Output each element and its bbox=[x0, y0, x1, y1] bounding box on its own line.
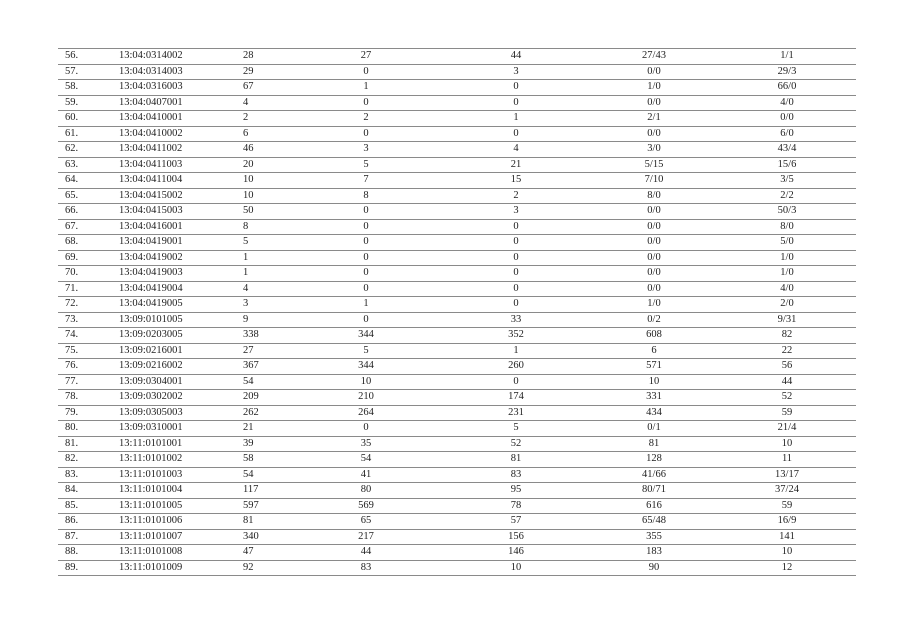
cell-record-id: 13:09:0310001 bbox=[105, 421, 215, 437]
cell-ratio-e: 141 bbox=[718, 529, 856, 545]
cell-ratio-d: 90 bbox=[590, 560, 718, 576]
table-row bbox=[58, 142, 856, 158]
cell-ratio-e: 1/0 bbox=[718, 266, 856, 282]
cell-row-number: 61. bbox=[58, 126, 105, 142]
cell-row-number: 80. bbox=[58, 421, 105, 437]
cell-value-b: 83 bbox=[290, 560, 442, 576]
cell-record-id: 13:04:0416001 bbox=[105, 219, 215, 235]
cell-value-b: 217 bbox=[290, 529, 442, 545]
cell-row-number: 65. bbox=[58, 188, 105, 204]
cell-ratio-e: 2/2 bbox=[718, 188, 856, 204]
table-row bbox=[58, 126, 856, 142]
cell-ratio-e: 1/1 bbox=[718, 49, 856, 65]
cell-record-id: 13:09:0305003 bbox=[105, 405, 215, 421]
cell-ratio-e: 29/3 bbox=[718, 64, 856, 80]
table-body bbox=[58, 49, 856, 576]
cell-ratio-e: 16/9 bbox=[718, 514, 856, 530]
cell-ratio-d: 1/0 bbox=[590, 80, 718, 96]
table-row bbox=[58, 545, 856, 561]
cell-value-a: 20 bbox=[215, 157, 290, 173]
cell-value-a: 21 bbox=[215, 421, 290, 437]
cell-ratio-d: 5/15 bbox=[590, 157, 718, 173]
cell-value-c: 44 bbox=[442, 49, 590, 65]
cell-row-number: 66. bbox=[58, 204, 105, 220]
cell-value-b: 0 bbox=[290, 64, 442, 80]
cell-record-id: 13:04:0410002 bbox=[105, 126, 215, 142]
cell-row-number: 71. bbox=[58, 281, 105, 297]
cell-value-b: 210 bbox=[290, 390, 442, 406]
table-row bbox=[58, 266, 856, 282]
table-row bbox=[58, 95, 856, 111]
cell-row-number: 69. bbox=[58, 250, 105, 266]
table-row bbox=[58, 483, 856, 499]
cell-record-id: 13:04:0314003 bbox=[105, 64, 215, 80]
cell-row-number: 62. bbox=[58, 142, 105, 158]
cell-value-a: 58 bbox=[215, 452, 290, 468]
cell-value-c: 146 bbox=[442, 545, 590, 561]
cell-ratio-d: 1/0 bbox=[590, 297, 718, 313]
table-row bbox=[58, 390, 856, 406]
table-row bbox=[58, 405, 856, 421]
cell-ratio-d: 2/1 bbox=[590, 111, 718, 127]
cell-value-b: 5 bbox=[290, 157, 442, 173]
cell-record-id: 13:04:0411002 bbox=[105, 142, 215, 158]
cell-ratio-d: 608 bbox=[590, 328, 718, 344]
table-row bbox=[58, 173, 856, 189]
table-row bbox=[58, 374, 856, 390]
cell-ratio-e: 6/0 bbox=[718, 126, 856, 142]
table-row bbox=[58, 452, 856, 468]
cell-record-id: 13:11:0101005 bbox=[105, 498, 215, 514]
cell-ratio-d: 3/0 bbox=[590, 142, 718, 158]
cell-value-c: 1 bbox=[442, 343, 590, 359]
cell-ratio-e: 66/0 bbox=[718, 80, 856, 96]
cell-record-id: 13:04:0314002 bbox=[105, 49, 215, 65]
cell-value-a: 28 bbox=[215, 49, 290, 65]
cell-ratio-e: 10 bbox=[718, 545, 856, 561]
cell-record-id: 13:11:0101003 bbox=[105, 467, 215, 483]
cell-value-a: 367 bbox=[215, 359, 290, 375]
cell-value-b: 2 bbox=[290, 111, 442, 127]
table-row bbox=[58, 188, 856, 204]
cell-value-b: 35 bbox=[290, 436, 442, 452]
cell-value-c: 0 bbox=[442, 95, 590, 111]
cell-ratio-e: 43/4 bbox=[718, 142, 856, 158]
table-row bbox=[58, 514, 856, 530]
cell-value-b: 0 bbox=[290, 312, 442, 328]
cell-value-c: 83 bbox=[442, 467, 590, 483]
cell-row-number: 57. bbox=[58, 64, 105, 80]
cell-row-number: 86. bbox=[58, 514, 105, 530]
cell-value-a: 9 bbox=[215, 312, 290, 328]
cell-value-b: 344 bbox=[290, 328, 442, 344]
cell-ratio-d: 571 bbox=[590, 359, 718, 375]
cell-row-number: 88. bbox=[58, 545, 105, 561]
table-row bbox=[58, 421, 856, 437]
cell-value-c: 0 bbox=[442, 80, 590, 96]
cell-row-number: 64. bbox=[58, 173, 105, 189]
cell-ratio-d: 6 bbox=[590, 343, 718, 359]
cell-record-id: 13:04:0407001 bbox=[105, 95, 215, 111]
cell-record-id: 13:09:0216001 bbox=[105, 343, 215, 359]
cell-value-a: 117 bbox=[215, 483, 290, 499]
cell-value-a: 39 bbox=[215, 436, 290, 452]
cell-value-a: 209 bbox=[215, 390, 290, 406]
cell-ratio-e: 21/4 bbox=[718, 421, 856, 437]
table-row bbox=[58, 467, 856, 483]
cell-ratio-d: 128 bbox=[590, 452, 718, 468]
cell-row-number: 63. bbox=[58, 157, 105, 173]
cell-ratio-d: 0/0 bbox=[590, 266, 718, 282]
cell-ratio-e: 44 bbox=[718, 374, 856, 390]
cell-ratio-e: 2/0 bbox=[718, 297, 856, 313]
table-row bbox=[58, 219, 856, 235]
cell-value-c: 5 bbox=[442, 421, 590, 437]
cell-value-a: 1 bbox=[215, 266, 290, 282]
cell-value-b: 8 bbox=[290, 188, 442, 204]
cell-value-b: 0 bbox=[290, 250, 442, 266]
data-table bbox=[58, 48, 856, 576]
cell-record-id: 13:04:0411003 bbox=[105, 157, 215, 173]
cell-value-b: 65 bbox=[290, 514, 442, 530]
cell-row-number: 84. bbox=[58, 483, 105, 499]
cell-ratio-e: 11 bbox=[718, 452, 856, 468]
cell-ratio-d: 41/66 bbox=[590, 467, 718, 483]
cell-record-id: 13:11:0101007 bbox=[105, 529, 215, 545]
cell-record-id: 13:11:0101006 bbox=[105, 514, 215, 530]
cell-ratio-e: 37/24 bbox=[718, 483, 856, 499]
cell-value-b: 5 bbox=[290, 343, 442, 359]
cell-ratio-d: 0/0 bbox=[590, 204, 718, 220]
cell-record-id: 13:09:0302002 bbox=[105, 390, 215, 406]
cell-value-a: 4 bbox=[215, 281, 290, 297]
cell-ratio-e: 59 bbox=[718, 405, 856, 421]
cell-value-c: 260 bbox=[442, 359, 590, 375]
cell-value-a: 262 bbox=[215, 405, 290, 421]
table-row bbox=[58, 49, 856, 65]
cell-record-id: 13:04:0419002 bbox=[105, 250, 215, 266]
cell-ratio-e: 5/0 bbox=[718, 235, 856, 251]
cell-value-b: 0 bbox=[290, 219, 442, 235]
table-row bbox=[58, 235, 856, 251]
cell-value-b: 0 bbox=[290, 126, 442, 142]
cell-ratio-d: 0/0 bbox=[590, 235, 718, 251]
cell-ratio-d: 331 bbox=[590, 390, 718, 406]
cell-ratio-e: 59 bbox=[718, 498, 856, 514]
cell-ratio-e: 52 bbox=[718, 390, 856, 406]
cell-ratio-d: 0/0 bbox=[590, 126, 718, 142]
cell-value-b: 3 bbox=[290, 142, 442, 158]
table-row bbox=[58, 312, 856, 328]
cell-ratio-d: 355 bbox=[590, 529, 718, 545]
cell-value-c: 156 bbox=[442, 529, 590, 545]
cell-record-id: 13:09:0203005 bbox=[105, 328, 215, 344]
cell-value-c: 174 bbox=[442, 390, 590, 406]
cell-value-c: 10 bbox=[442, 560, 590, 576]
cell-value-a: 340 bbox=[215, 529, 290, 545]
cell-ratio-d: 0/1 bbox=[590, 421, 718, 437]
cell-ratio-e: 22 bbox=[718, 343, 856, 359]
table-row bbox=[58, 529, 856, 545]
cell-value-a: 3 bbox=[215, 297, 290, 313]
cell-value-a: 67 bbox=[215, 80, 290, 96]
cell-value-c: 57 bbox=[442, 514, 590, 530]
cell-value-a: 2 bbox=[215, 111, 290, 127]
cell-row-number: 70. bbox=[58, 266, 105, 282]
cell-row-number: 89. bbox=[58, 560, 105, 576]
table-row bbox=[58, 359, 856, 375]
cell-record-id: 13:04:0410001 bbox=[105, 111, 215, 127]
cell-value-b: 0 bbox=[290, 235, 442, 251]
cell-row-number: 85. bbox=[58, 498, 105, 514]
cell-value-b: 80 bbox=[290, 483, 442, 499]
cell-value-a: 29 bbox=[215, 64, 290, 80]
cell-value-b: 0 bbox=[290, 266, 442, 282]
table-row bbox=[58, 111, 856, 127]
cell-value-b: 54 bbox=[290, 452, 442, 468]
cell-value-c: 0 bbox=[442, 126, 590, 142]
cell-row-number: 81. bbox=[58, 436, 105, 452]
cell-value-c: 1 bbox=[442, 111, 590, 127]
cell-value-a: 81 bbox=[215, 514, 290, 530]
cell-ratio-d: 7/10 bbox=[590, 173, 718, 189]
cell-ratio-e: 50/3 bbox=[718, 204, 856, 220]
cell-record-id: 13:09:0216002 bbox=[105, 359, 215, 375]
cell-row-number: 72. bbox=[58, 297, 105, 313]
cell-record-id: 13:11:0101004 bbox=[105, 483, 215, 499]
cell-record-id: 13:04:0316003 bbox=[105, 80, 215, 96]
table-row bbox=[58, 498, 856, 514]
table-row bbox=[58, 250, 856, 266]
cell-value-b: 44 bbox=[290, 545, 442, 561]
cell-ratio-e: 15/6 bbox=[718, 157, 856, 173]
cell-value-a: 27 bbox=[215, 343, 290, 359]
cell-value-b: 0 bbox=[290, 281, 442, 297]
cell-value-c: 52 bbox=[442, 436, 590, 452]
cell-row-number: 77. bbox=[58, 374, 105, 390]
cell-value-c: 4 bbox=[442, 142, 590, 158]
cell-ratio-d: 183 bbox=[590, 545, 718, 561]
cell-row-number: 75. bbox=[58, 343, 105, 359]
cell-row-number: 76. bbox=[58, 359, 105, 375]
cell-ratio-d: 8/0 bbox=[590, 188, 718, 204]
cell-ratio-e: 12 bbox=[718, 560, 856, 576]
cell-ratio-e: 9/31 bbox=[718, 312, 856, 328]
cell-value-b: 0 bbox=[290, 421, 442, 437]
cell-record-id: 13:04:0419005 bbox=[105, 297, 215, 313]
cell-ratio-d: 0/2 bbox=[590, 312, 718, 328]
cell-value-b: 27 bbox=[290, 49, 442, 65]
cell-value-c: 0 bbox=[442, 297, 590, 313]
cell-record-id: 13:11:0101002 bbox=[105, 452, 215, 468]
table-row bbox=[58, 204, 856, 220]
cell-row-number: 82. bbox=[58, 452, 105, 468]
cell-value-c: 95 bbox=[442, 483, 590, 499]
cell-ratio-e: 4/0 bbox=[718, 281, 856, 297]
cell-ratio-e: 13/17 bbox=[718, 467, 856, 483]
cell-ratio-d: 27/43 bbox=[590, 49, 718, 65]
cell-ratio-d: 0/0 bbox=[590, 281, 718, 297]
table-row bbox=[58, 328, 856, 344]
cell-value-b: 344 bbox=[290, 359, 442, 375]
cell-value-a: 47 bbox=[215, 545, 290, 561]
cell-ratio-e: 0/0 bbox=[718, 111, 856, 127]
cell-value-c: 0 bbox=[442, 235, 590, 251]
cell-value-c: 33 bbox=[442, 312, 590, 328]
cell-ratio-e: 1/0 bbox=[718, 250, 856, 266]
cell-value-c: 0 bbox=[442, 266, 590, 282]
cell-ratio-e: 8/0 bbox=[718, 219, 856, 235]
cell-row-number: 87. bbox=[58, 529, 105, 545]
cell-value-b: 264 bbox=[290, 405, 442, 421]
cell-value-c: 78 bbox=[442, 498, 590, 514]
cell-record-id: 13:04:0419003 bbox=[105, 266, 215, 282]
table-row bbox=[58, 560, 856, 576]
cell-ratio-d: 0/0 bbox=[590, 219, 718, 235]
cell-value-c: 3 bbox=[442, 204, 590, 220]
cell-row-number: 79. bbox=[58, 405, 105, 421]
cell-value-b: 569 bbox=[290, 498, 442, 514]
cell-value-a: 4 bbox=[215, 95, 290, 111]
cell-value-a: 54 bbox=[215, 467, 290, 483]
cell-value-b: 10 bbox=[290, 374, 442, 390]
cell-value-b: 41 bbox=[290, 467, 442, 483]
cell-row-number: 67. bbox=[58, 219, 105, 235]
cell-value-a: 92 bbox=[215, 560, 290, 576]
cell-value-c: 231 bbox=[442, 405, 590, 421]
cell-value-a: 1 bbox=[215, 250, 290, 266]
cell-value-c: 0 bbox=[442, 250, 590, 266]
table-row bbox=[58, 297, 856, 313]
cell-ratio-d: 10 bbox=[590, 374, 718, 390]
cell-value-c: 0 bbox=[442, 219, 590, 235]
cell-ratio-d: 65/48 bbox=[590, 514, 718, 530]
cell-row-number: 56. bbox=[58, 49, 105, 65]
cell-record-id: 13:04:0415003 bbox=[105, 204, 215, 220]
cell-record-id: 13:04:0411004 bbox=[105, 173, 215, 189]
cell-ratio-e: 82 bbox=[718, 328, 856, 344]
cell-value-a: 8 bbox=[215, 219, 290, 235]
cell-record-id: 13:11:0101001 bbox=[105, 436, 215, 452]
cell-value-a: 46 bbox=[215, 142, 290, 158]
cell-value-c: 0 bbox=[442, 281, 590, 297]
cell-row-number: 60. bbox=[58, 111, 105, 127]
cell-ratio-e: 4/0 bbox=[718, 95, 856, 111]
cell-row-number: 68. bbox=[58, 235, 105, 251]
cell-value-a: 597 bbox=[215, 498, 290, 514]
cell-ratio-d: 434 bbox=[590, 405, 718, 421]
cell-value-b: 0 bbox=[290, 95, 442, 111]
cell-ratio-e: 10 bbox=[718, 436, 856, 452]
cell-record-id: 13:09:0101005 bbox=[105, 312, 215, 328]
cell-value-c: 15 bbox=[442, 173, 590, 189]
cell-row-number: 73. bbox=[58, 312, 105, 328]
cell-value-c: 81 bbox=[442, 452, 590, 468]
table-row bbox=[58, 157, 856, 173]
cell-record-id: 13:11:0101009 bbox=[105, 560, 215, 576]
cell-row-number: 83. bbox=[58, 467, 105, 483]
cell-value-c: 0 bbox=[442, 374, 590, 390]
cell-value-c: 3 bbox=[442, 64, 590, 80]
cell-record-id: 13:09:0304001 bbox=[105, 374, 215, 390]
cell-ratio-d: 616 bbox=[590, 498, 718, 514]
cell-row-number: 74. bbox=[58, 328, 105, 344]
cell-record-id: 13:11:0101008 bbox=[105, 545, 215, 561]
cell-row-number: 78. bbox=[58, 390, 105, 406]
cell-value-b: 1 bbox=[290, 80, 442, 96]
cell-value-a: 10 bbox=[215, 188, 290, 204]
cell-value-a: 6 bbox=[215, 126, 290, 142]
cell-ratio-d: 81 bbox=[590, 436, 718, 452]
cell-record-id: 13:04:0419001 bbox=[105, 235, 215, 251]
cell-value-b: 7 bbox=[290, 173, 442, 189]
table-row bbox=[58, 64, 856, 80]
cell-ratio-e: 56 bbox=[718, 359, 856, 375]
cell-value-a: 10 bbox=[215, 173, 290, 189]
cell-value-c: 21 bbox=[442, 157, 590, 173]
cell-row-number: 59. bbox=[58, 95, 105, 111]
cell-record-id: 13:04:0415002 bbox=[105, 188, 215, 204]
cell-row-number: 58. bbox=[58, 80, 105, 96]
cell-value-a: 50 bbox=[215, 204, 290, 220]
cell-value-c: 352 bbox=[442, 328, 590, 344]
table-row bbox=[58, 343, 856, 359]
table-row bbox=[58, 281, 856, 297]
cell-ratio-d: 0/0 bbox=[590, 250, 718, 266]
table-row bbox=[58, 436, 856, 452]
cell-value-b: 1 bbox=[290, 297, 442, 313]
cell-ratio-e: 3/5 bbox=[718, 173, 856, 189]
cell-ratio-d: 80/71 bbox=[590, 483, 718, 499]
cell-value-a: 54 bbox=[215, 374, 290, 390]
cell-value-a: 5 bbox=[215, 235, 290, 251]
cell-value-b: 0 bbox=[290, 204, 442, 220]
cell-record-id: 13:04:0419004 bbox=[105, 281, 215, 297]
cell-value-a: 338 bbox=[215, 328, 290, 344]
cell-ratio-d: 0/0 bbox=[590, 95, 718, 111]
cell-value-c: 2 bbox=[442, 188, 590, 204]
cell-ratio-d: 0/0 bbox=[590, 64, 718, 80]
table-row bbox=[58, 80, 856, 96]
